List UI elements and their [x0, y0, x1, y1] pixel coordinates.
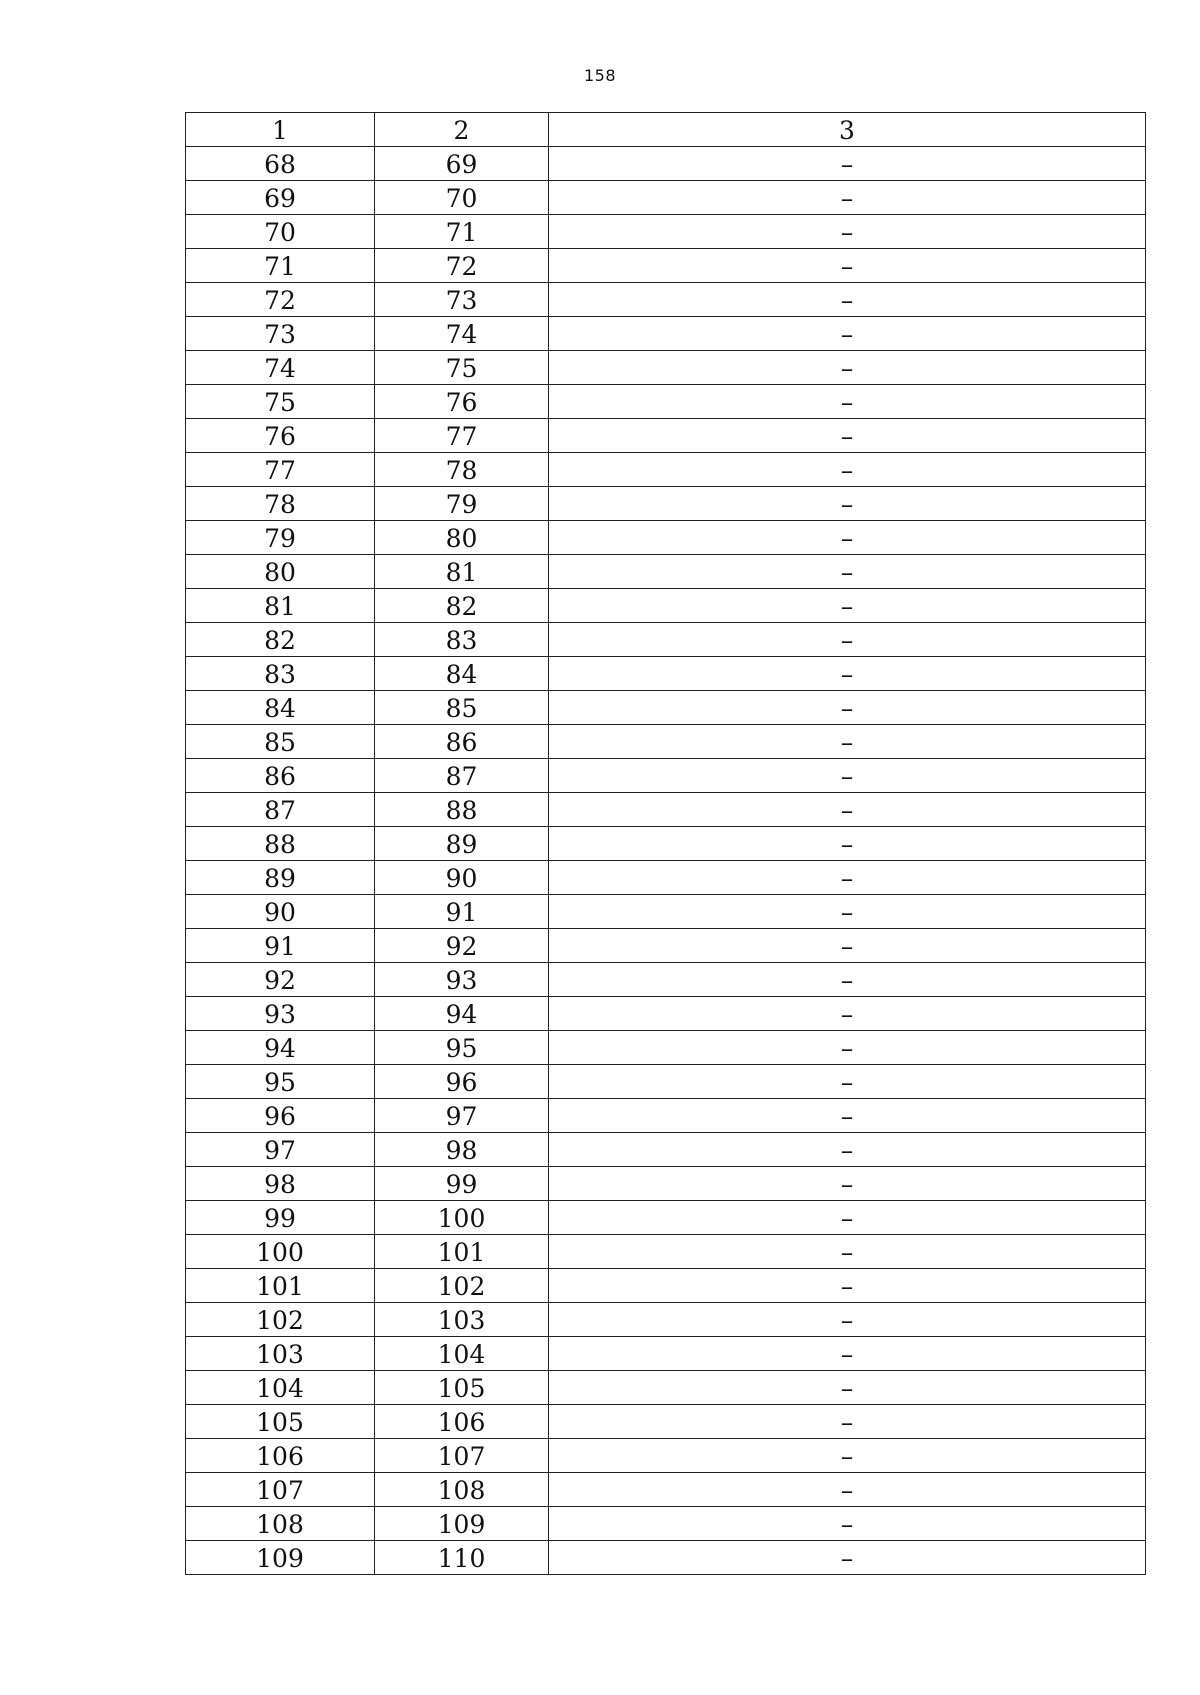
- table-row: [186, 351, 1146, 385]
- table-cell-col-2: 101: [375, 1235, 549, 1269]
- page-number: 158: [583, 66, 617, 85]
- table-cell-col-3: –: [549, 623, 1146, 657]
- table-cell-col-1: 81: [186, 589, 375, 623]
- table-row: [186, 249, 1146, 283]
- table-cell-col-3: –: [549, 657, 1146, 691]
- table-cell-col-1: 76: [186, 419, 375, 453]
- table-cell-col-2: 79: [375, 487, 549, 521]
- column-header-1: 1: [186, 113, 375, 147]
- table-row: [186, 1031, 1146, 1065]
- table-cell-col-3: –: [549, 1065, 1146, 1099]
- table-cell-col-3: –: [549, 1473, 1146, 1507]
- table-cell-col-2: 81: [375, 555, 549, 589]
- table-cell-col-2: 96: [375, 1065, 549, 1099]
- table-row: [186, 1473, 1146, 1507]
- table-cell-col-2: 83: [375, 623, 549, 657]
- table-row: [186, 487, 1146, 521]
- table-cell-col-1: 106: [186, 1439, 375, 1473]
- table-cell-col-1: 77: [186, 453, 375, 487]
- table-row: [186, 1439, 1146, 1473]
- table-cell-col-3: –: [549, 827, 1146, 861]
- table-cell-col-2: 106: [375, 1405, 549, 1439]
- table-cell-col-1: 86: [186, 759, 375, 793]
- table-cell-col-1: 105: [186, 1405, 375, 1439]
- table-cell-col-3: –: [549, 147, 1146, 181]
- table-header: [186, 113, 1146, 147]
- data-table: [185, 112, 1146, 1575]
- table-cell-col-3: –: [549, 1031, 1146, 1065]
- table-cell-col-1: 68: [186, 147, 375, 181]
- table-cell-col-1: 92: [186, 963, 375, 997]
- table-row: [186, 997, 1146, 1031]
- table-cell-col-2: 80: [375, 521, 549, 555]
- table-cell-col-3: –: [549, 691, 1146, 725]
- table-row: [186, 1405, 1146, 1439]
- table-cell-col-3: –: [549, 963, 1146, 997]
- table-cell-col-3: –: [549, 1507, 1146, 1541]
- table-cell-col-1: 100: [186, 1235, 375, 1269]
- table-row: [186, 1235, 1146, 1269]
- table-cell-col-3: –: [549, 895, 1146, 929]
- table-cell-col-1: 84: [186, 691, 375, 725]
- table-cell-col-2: 92: [375, 929, 549, 963]
- table-row: [186, 1201, 1146, 1235]
- table-row: [186, 147, 1146, 181]
- table-cell-col-3: –: [549, 589, 1146, 623]
- table-cell-col-2: 107: [375, 1439, 549, 1473]
- table-cell-col-3: –: [549, 215, 1146, 249]
- column-header-3: 3: [549, 113, 1146, 147]
- table-cell-col-1: 72: [186, 283, 375, 317]
- table-cell-col-3: –: [549, 793, 1146, 827]
- table-row: [186, 827, 1146, 861]
- table-row: [186, 521, 1146, 555]
- table-row: [186, 929, 1146, 963]
- table-row: [186, 419, 1146, 453]
- table-cell-col-1: 94: [186, 1031, 375, 1065]
- table-row: [186, 963, 1146, 997]
- table-row: [186, 283, 1146, 317]
- table-cell-col-2: 76: [375, 385, 549, 419]
- table-cell-col-2: 71: [375, 215, 549, 249]
- table-cell-col-3: –: [549, 181, 1146, 215]
- table-cell-col-3: –: [549, 419, 1146, 453]
- table-row: [186, 759, 1146, 793]
- table-cell-col-2: 85: [375, 691, 549, 725]
- table-cell-col-1: 82: [186, 623, 375, 657]
- column-header-2: 2: [375, 113, 549, 147]
- table-cell-col-1: 71: [186, 249, 375, 283]
- table-cell-col-3: –: [549, 385, 1146, 419]
- table-cell-col-1: 103: [186, 1337, 375, 1371]
- table-cell-col-2: 103: [375, 1303, 549, 1337]
- table-cell-col-2: 95: [375, 1031, 549, 1065]
- table-row: [186, 725, 1146, 759]
- table-row: [186, 1269, 1146, 1303]
- table-body: [186, 147, 1146, 1575]
- table-cell-col-1: 80: [186, 555, 375, 589]
- table-cell-col-1: 79: [186, 521, 375, 555]
- table-row: [186, 1337, 1146, 1371]
- table-cell-col-3: –: [549, 1201, 1146, 1235]
- table-cell-col-2: 99: [375, 1167, 549, 1201]
- table-cell-col-1: 98: [186, 1167, 375, 1201]
- table-cell-col-3: –: [549, 1439, 1146, 1473]
- table-cell-col-3: –: [549, 1337, 1146, 1371]
- table-cell-col-3: –: [549, 1541, 1146, 1575]
- table-cell-col-3: –: [549, 759, 1146, 793]
- table-cell-col-3: –: [549, 1371, 1146, 1405]
- table-row: [186, 181, 1146, 215]
- table-row: [186, 555, 1146, 589]
- table-row: [186, 895, 1146, 929]
- table-cell-col-1: 109: [186, 1541, 375, 1575]
- table-cell-col-1: 73: [186, 317, 375, 351]
- table-cell-col-2: 110: [375, 1541, 549, 1575]
- table-cell-col-2: 91: [375, 895, 549, 929]
- table-cell-col-3: –: [549, 1133, 1146, 1167]
- table-cell-col-2: 72: [375, 249, 549, 283]
- table-cell-col-1: 96: [186, 1099, 375, 1133]
- table-cell-col-2: 86: [375, 725, 549, 759]
- table-cell-col-2: 82: [375, 589, 549, 623]
- table-row: [186, 1133, 1146, 1167]
- table-row: [186, 215, 1146, 249]
- table-cell-col-3: –: [549, 1167, 1146, 1201]
- table-cell-col-3: –: [549, 487, 1146, 521]
- table-cell-col-3: –: [549, 351, 1146, 385]
- table-row: [186, 1099, 1146, 1133]
- table-cell-col-3: –: [549, 1099, 1146, 1133]
- header-row: [186, 113, 1146, 147]
- table-cell-col-2: 77: [375, 419, 549, 453]
- table-cell-col-2: 88: [375, 793, 549, 827]
- table-row: [186, 453, 1146, 487]
- table-cell-col-2: 89: [375, 827, 549, 861]
- table-cell-col-1: 88: [186, 827, 375, 861]
- table-cell-col-1: 89: [186, 861, 375, 895]
- table-cell-col-1: 107: [186, 1473, 375, 1507]
- table-cell-col-1: 74: [186, 351, 375, 385]
- table-cell-col-1: 69: [186, 181, 375, 215]
- table-row: [186, 1371, 1146, 1405]
- table-cell-col-2: 74: [375, 317, 549, 351]
- table-cell-col-1: 99: [186, 1201, 375, 1235]
- table-cell-col-2: 108: [375, 1473, 549, 1507]
- table-cell-col-3: –: [549, 453, 1146, 487]
- table-cell-col-2: 87: [375, 759, 549, 793]
- table-cell-col-1: 108: [186, 1507, 375, 1541]
- table-cell-col-3: –: [549, 521, 1146, 555]
- table-cell-col-3: –: [549, 1235, 1146, 1269]
- table-row: [186, 1507, 1146, 1541]
- table-cell-col-3: –: [549, 725, 1146, 759]
- table-row: [186, 317, 1146, 351]
- table-cell-col-3: –: [549, 929, 1146, 963]
- table-row: [186, 1167, 1146, 1201]
- table-cell-col-3: –: [549, 555, 1146, 589]
- table-row: [186, 691, 1146, 725]
- table-cell-col-1: 70: [186, 215, 375, 249]
- table-row: [186, 1065, 1146, 1099]
- table-row: [186, 793, 1146, 827]
- table-row: [186, 861, 1146, 895]
- table-cell-col-1: 104: [186, 1371, 375, 1405]
- table-cell-col-1: 97: [186, 1133, 375, 1167]
- table-cell-col-2: 105: [375, 1371, 549, 1405]
- table-cell-col-2: 98: [375, 1133, 549, 1167]
- table-cell-col-2: 78: [375, 453, 549, 487]
- table-cell-col-2: 73: [375, 283, 549, 317]
- table-cell-col-2: 93: [375, 963, 549, 997]
- table-cell-col-1: 91: [186, 929, 375, 963]
- table-cell-col-2: 75: [375, 351, 549, 385]
- table-cell-col-2: 69: [375, 147, 549, 181]
- table-row: [186, 623, 1146, 657]
- table-cell-col-3: –: [549, 317, 1146, 351]
- table-cell-col-1: 78: [186, 487, 375, 521]
- table-row: [186, 385, 1146, 419]
- table-cell-col-2: 70: [375, 181, 549, 215]
- table-row: [186, 1541, 1146, 1575]
- table-cell-col-1: 75: [186, 385, 375, 419]
- table-cell-col-1: 87: [186, 793, 375, 827]
- table-cell-col-3: –: [549, 249, 1146, 283]
- table-cell-col-3: –: [549, 861, 1146, 895]
- table-cell-col-2: 102: [375, 1269, 549, 1303]
- table-row: [186, 589, 1146, 623]
- table-cell-col-3: –: [549, 997, 1146, 1031]
- table-cell-col-3: –: [549, 1269, 1146, 1303]
- table-cell-col-1: 83: [186, 657, 375, 691]
- table-cell-col-1: 102: [186, 1303, 375, 1337]
- table-cell-col-1: 93: [186, 997, 375, 1031]
- table-cell-col-2: 94: [375, 997, 549, 1031]
- table-cell-col-2: 109: [375, 1507, 549, 1541]
- table-cell-col-3: –: [549, 1303, 1146, 1337]
- table-cell-col-1: 85: [186, 725, 375, 759]
- table-cell-col-1: 101: [186, 1269, 375, 1303]
- table-cell-col-2: 100: [375, 1201, 549, 1235]
- table-cell-col-2: 84: [375, 657, 549, 691]
- table-cell-col-1: 90: [186, 895, 375, 929]
- table-cell-col-3: –: [549, 283, 1146, 317]
- table-cell-col-2: 97: [375, 1099, 549, 1133]
- table-cell-col-3: –: [549, 1405, 1146, 1439]
- table-row: [186, 657, 1146, 691]
- table-cell-col-2: 104: [375, 1337, 549, 1371]
- table-row: [186, 1303, 1146, 1337]
- table-cell-col-1: 95: [186, 1065, 375, 1099]
- table-cell-col-2: 90: [375, 861, 549, 895]
